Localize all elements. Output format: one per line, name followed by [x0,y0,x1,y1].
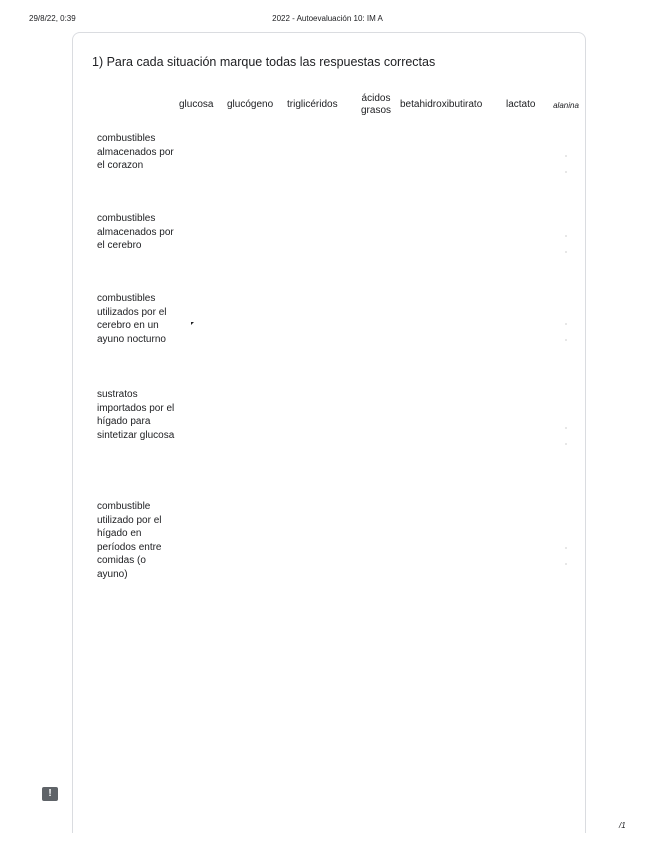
checkbox-row2-alanina-b[interactable] [565,251,567,253]
column-header-acidos-grasos: ácidos grasos [360,93,391,116]
column-header-glucogeno: glucógeno [227,99,274,110]
exclamation-report-icon[interactable]: ! [42,787,58,801]
question-title: 1) Para cada situación marque todas las respuestas correctas [92,55,436,69]
checkbox-row3-alanina-b[interactable] [565,339,567,341]
checkbox-row5-alanina-b[interactable] [565,563,567,565]
question-card [72,32,586,833]
row-label-corazon: combustibles almacenados por el corazon [97,133,174,171]
checkbox-row3-alanina[interactable] [565,323,567,325]
print-header [0,14,655,26]
mouse-pointer-icon [191,322,194,325]
print-title: 2022 - Autoevaluación 10: IM A [272,14,383,23]
column-header-lactato: lactato [506,99,536,110]
column-header-glucosa: glucosa [179,99,214,110]
checkbox-row1-alanina-b[interactable] [565,171,567,173]
column-header-alanina: alanina [553,101,579,110]
checkbox-row4-alanina[interactable] [565,427,567,429]
page-number: /1 [619,821,626,830]
row-label-higado-sustratos: sustratos importados por el hígado para sintetizar glucosa [97,389,175,441]
column-header-betahidroxibutirato: betahidroxibutirato [400,99,483,110]
print-date: 29/8/22, 0:39 [29,14,76,23]
checkbox-row4-alanina-b[interactable] [565,443,567,445]
checkbox-row1-alanina[interactable] [565,155,567,157]
row-label-cerebro-ayuno: combustibles utilizados por el cerebro en un ayuno nocturno [97,293,167,345]
column-header-trigliceridos: triglicéridos [287,99,338,110]
row-label-cerebro-almacenados: combustibles almacenados por el cerebro [97,213,174,251]
checkbox-row2-alanina[interactable] [565,235,567,237]
checkbox-row5-alanina[interactable] [565,547,567,549]
row-label-higado-combustible: combustible utilizado por el hígado en períodos entre comidas (o ayuno) [97,501,162,580]
